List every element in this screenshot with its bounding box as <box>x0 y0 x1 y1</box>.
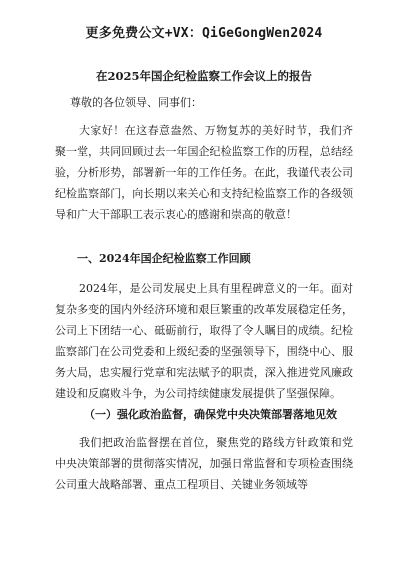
paragraph-political-supervision: 我们把政治监督摆在首位，聚焦党的路线方针政策和党中央决策部署的贯彻落实情况，加强日常监督和专项检查围绕公司重大战略部署、重点工程项目、关键业务领域等 <box>55 436 353 491</box>
paragraph-review: 2024年，是公司发展史上具有里程碑意义的一年。面对复杂多变的国内外经济环境和艰巨繁重的改革发展稳定任务，公司上下团结一心、砥砺前行，取得了令人瞩目的成绩。纪检监察部门在公司党委和上级纪委的坚强领导下，围绕中心、服务大局，忠实履行党章和宪法赋予的职责，深入推进党风廉政建设和反腐败斗争，为公司持续健康发展提供了坚强保障。 <box>55 282 353 400</box>
subsection-heading: （一）强化政治监督，确保党中央决策部署落地见效 <box>84 408 337 421</box>
document-title: 在2025年国企纪检监察工作会议上的报告 <box>95 69 312 83</box>
paragraph-opening: 大家好！在这春意盎然、万物复苏的美好时节，我们齐聚一堂，共同回顾过去一年国企纪检监察工作的历程，总结经验，分析形势，部署新一年的工作任务。在此，我谨代表公司纪检监察部门，向长期以来关心和支持纪检监察工作的各级领导和广大干部职工表示衷心的感谢和崇高的敬意！ <box>55 124 353 221</box>
section-heading: 一、2024年国企纪检监察工作回顾 <box>77 252 251 265</box>
watermark-header: 更多免费公文+VX：QiGeGongWen2024 <box>85 26 323 41</box>
salutation: 尊敬的各位领导、同事们： <box>70 96 202 109</box>
